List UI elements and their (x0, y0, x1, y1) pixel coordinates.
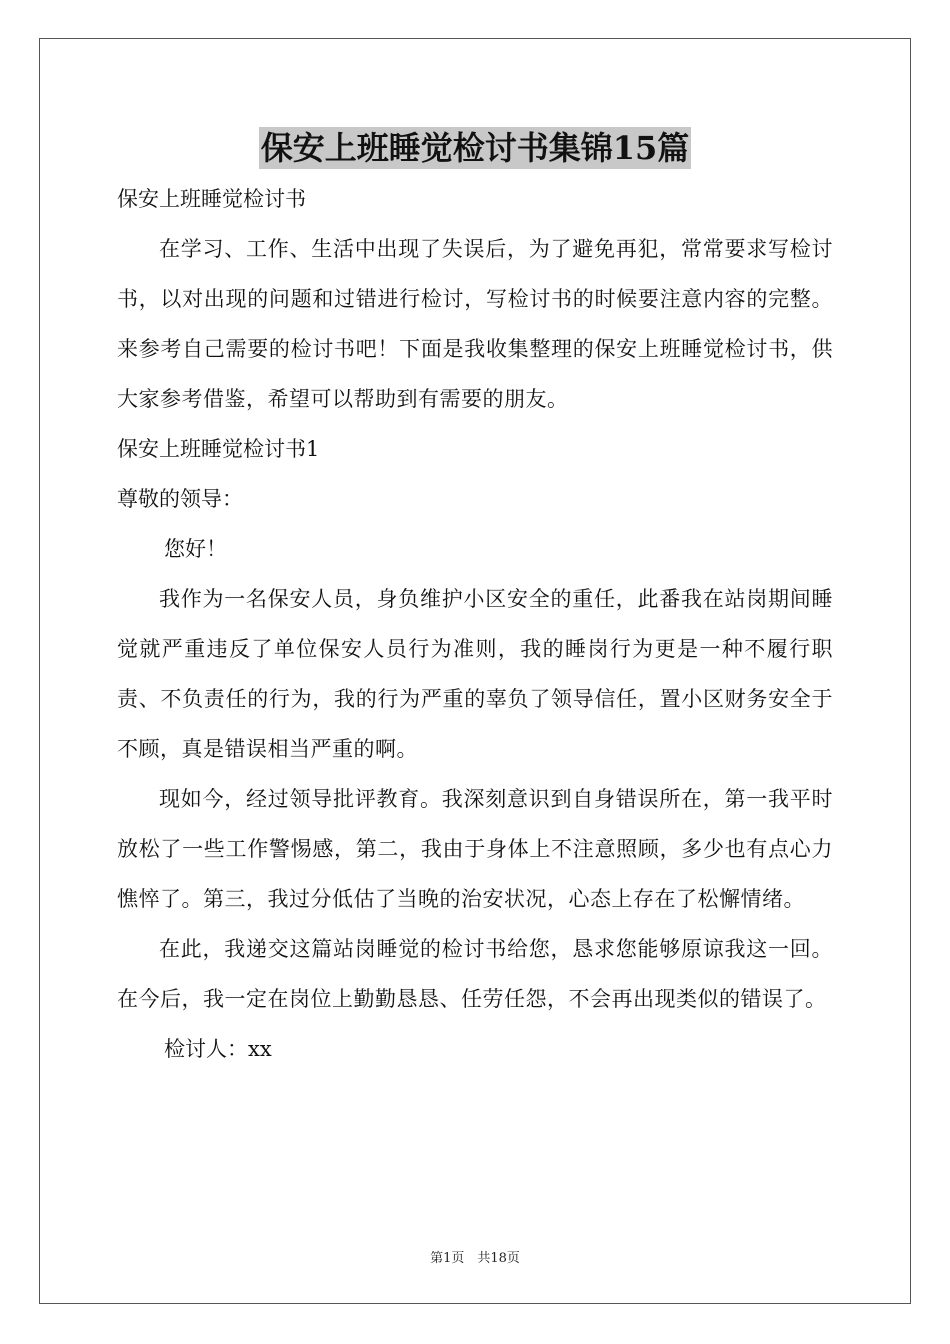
intro-paragraph: 在学习、工作、生活中出现了失误后，为了避免再犯，常常要求写检讨书，以对出现的问题和过错进行检讨，写检讨书的时候要注意内容的完整。来参考自己需要的检讨书吧！下面是我收集整理的保安上班睡觉检讨书，供大家参考借鉴，希望可以帮助到有需要的朋友。 (117, 237, 833, 411)
body-paragraph-1: 我作为一名保安人员，身负维护小区安全的重任，此番我在站岗期间睡觉就严重违反了单位保安人员行为准则，我的睡岗行为更是一种不履行职责、不负责任的行为，我的行为严重的辜负了领导信任，置小区财务安全于不顾，真是错误相当严重的啊。 (117, 587, 833, 761)
signature: 检讨人：xx (164, 1037, 272, 1061)
salutation: 尊敬的领导： (117, 487, 243, 511)
document-title: 保安上班睡觉检讨书集锦15篇 (260, 129, 690, 167)
section-heading: 保安上班睡觉检讨书1 (117, 437, 320, 461)
greeting: 您好！ (164, 537, 227, 561)
document-body (117, 174, 833, 1074)
title-container (0, 127, 950, 169)
body-paragraph-2: 现如今，经过领导批评教育。我深刻意识到自身错误所在，第一我平时放松了一些工作警惕感，第二，我由于身体上不注意照顾，多少也有点心力憔悴了。第三，我过分低估了当晚的治安状况，心态上存在了松懈情绪。 (117, 787, 833, 911)
subtitle: 保安上班睡觉检讨书 (117, 187, 306, 211)
body-paragraph-3: 在此，我递交这篇站岗睡觉的检讨书给您，恳求您能够原谅我这一回。在今后，我一定在岗位上勤勤恳恳、任劳任怨，不会再出现类似的错误了。 (117, 937, 833, 1011)
page-footer: 第1页 共18页 (430, 1251, 520, 1266)
